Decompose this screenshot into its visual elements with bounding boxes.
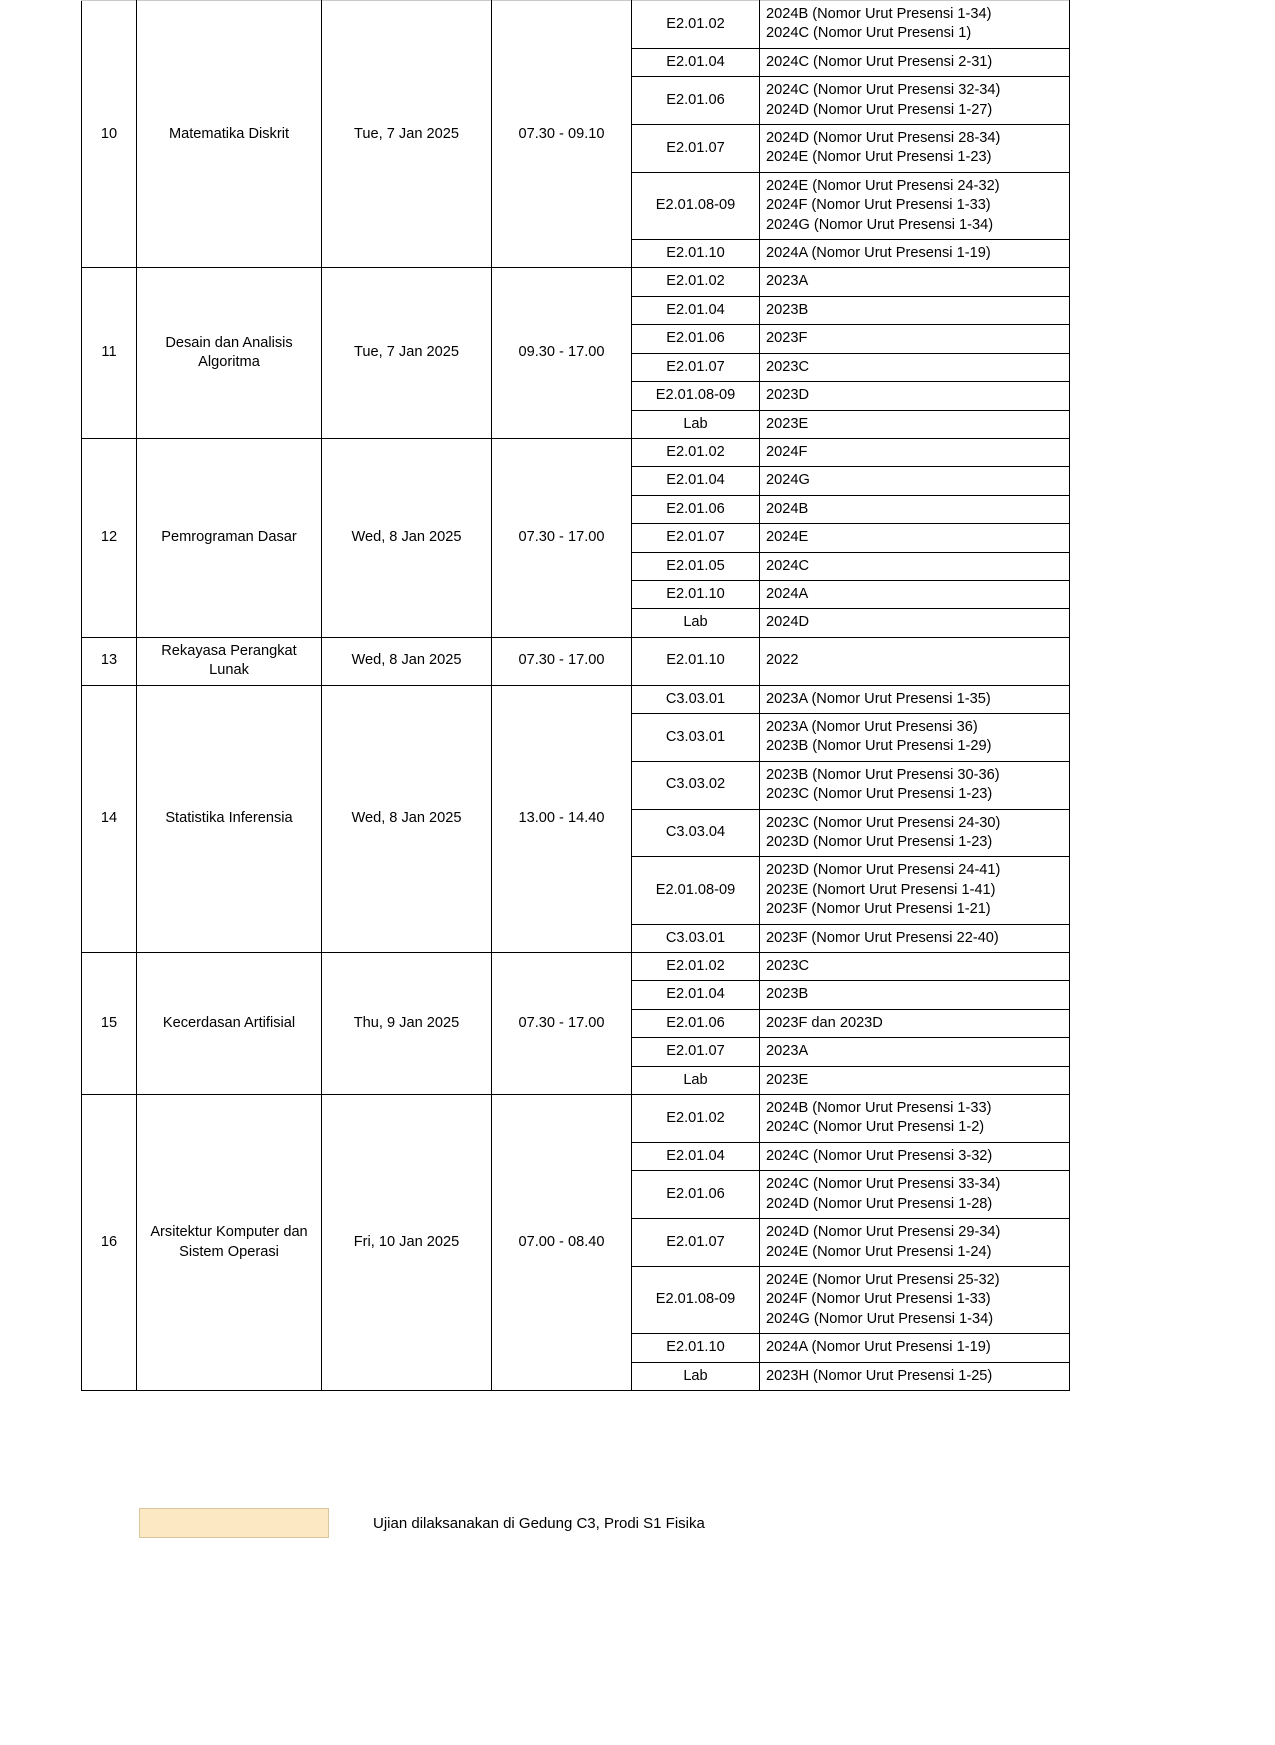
cell-room: E2.01.07 [632, 524, 760, 552]
cell-subject: Rekayasa Perangkat Lunak [137, 637, 322, 685]
cell-subject: Matematika Diskrit [137, 1, 322, 268]
class-line-list [766, 1223, 1063, 1262]
class-line: 2024B (Nomor Urut Presensi 1-33) [766, 1100, 992, 1117]
cell-room: Lab [632, 609, 760, 637]
cell-room: E2.01.04 [632, 296, 760, 324]
table-row [82, 268, 1070, 296]
class-line-list [766, 129, 1063, 168]
cell-room: E2.01.10 [632, 1334, 760, 1362]
cell-classes [760, 495, 1070, 523]
cell-classes [760, 580, 1070, 608]
cell-no: 12 [82, 438, 137, 637]
cell-subject: Desain dan Analisis Algoritma [137, 268, 322, 438]
class-line-list [766, 528, 1063, 547]
class-line: 2023E (Nomort Urut Presensi 1-41) [766, 881, 996, 898]
class-line: 2024F [766, 443, 808, 460]
cell-classes [760, 353, 1070, 381]
class-line-list [766, 358, 1063, 377]
legend [139, 1508, 705, 1538]
class-line: 2023B (Nomor Urut Presensi 1-29) [766, 738, 992, 755]
cell-room: C3.03.01 [632, 924, 760, 952]
cell-classes [760, 1266, 1070, 1333]
cell-time: 07.00 - 08.40 [492, 1095, 632, 1391]
class-line-list [766, 651, 1063, 670]
cell-room: Lab [632, 410, 760, 438]
cell-room: Lab [632, 1066, 760, 1094]
class-line-list [766, 53, 1063, 72]
class-line-list [766, 766, 1063, 805]
cell-date: Tue, 7 Jan 2025 [322, 268, 492, 438]
class-line-list [766, 985, 1063, 1004]
table-row [82, 1, 1070, 49]
cell-classes [760, 240, 1070, 268]
table-row [82, 438, 1070, 466]
cell-classes [760, 953, 1070, 981]
cell-date: Tue, 7 Jan 2025 [322, 1, 492, 268]
class-line-list [766, 415, 1063, 434]
cell-classes [760, 761, 1070, 809]
class-line: 2023F dan 2023D [766, 1014, 883, 1031]
cell-classes [760, 125, 1070, 173]
cell-room: E2.01.08-09 [632, 382, 760, 410]
class-line-list [766, 1099, 1063, 1138]
class-line: 2023C (Nomor Urut Presensi 24-30) [766, 814, 1001, 831]
cell-classes [760, 1362, 1070, 1390]
cell-room: E2.01.05 [632, 552, 760, 580]
class-line: 2024E (Nomor Urut Presensi 1-24) [766, 1243, 992, 1260]
cell-time: 13.00 - 14.40 [492, 685, 632, 952]
class-line-list [766, 613, 1063, 632]
cell-room: E2.01.02 [632, 1, 760, 49]
cell-time: 07.30 - 17.00 [492, 637, 632, 685]
cell-room: E2.01.10 [632, 240, 760, 268]
cell-room: E2.01.04 [632, 467, 760, 495]
class-line: 2024C (Nomor Urut Presensi 32-34) [766, 82, 1001, 99]
cell-classes [760, 77, 1070, 125]
cell-time: 07.30 - 09.10 [492, 1, 632, 268]
class-line-list [766, 443, 1063, 462]
cell-room: E2.01.07 [632, 1219, 760, 1267]
class-line: 2023E [766, 415, 809, 432]
class-line-list [766, 929, 1063, 948]
cell-classes [760, 809, 1070, 857]
class-line: 2023F (Nomor Urut Presensi 1-21) [766, 901, 991, 918]
table-row [82, 1095, 1070, 1143]
cell-classes [760, 637, 1070, 685]
cell-room: E2.01.07 [632, 353, 760, 381]
cell-subject: Statistika Inferensia [137, 685, 322, 952]
class-line-list [766, 272, 1063, 291]
class-line: 2024A [766, 585, 809, 602]
cell-no: 14 [82, 685, 137, 952]
cell-room: E2.01.04 [632, 48, 760, 76]
cell-classes [760, 609, 1070, 637]
table-row [82, 685, 1070, 713]
cell-classes [760, 467, 1070, 495]
class-line: 2023H (Nomor Urut Presensi 1-25) [766, 1367, 993, 1384]
class-line-list [766, 1367, 1063, 1386]
cell-date: Wed, 8 Jan 2025 [322, 438, 492, 637]
class-line: 2024F (Nomor Urut Presensi 1-33) [766, 197, 991, 214]
cell-room: E2.01.02 [632, 953, 760, 981]
class-line: 2023D [766, 387, 810, 404]
cell-date: Fri, 10 Jan 2025 [322, 1095, 492, 1391]
cell-classes [760, 1038, 1070, 1066]
cell-room: E2.01.08-09 [632, 172, 760, 239]
class-line-list [766, 1014, 1063, 1033]
cell-classes [760, 1334, 1070, 1362]
cell-classes [760, 172, 1070, 239]
cell-classes [760, 857, 1070, 924]
cell-date: Wed, 8 Jan 2025 [322, 685, 492, 952]
cell-classes [760, 296, 1070, 324]
cell-time: 09.30 - 17.00 [492, 268, 632, 438]
cell-classes [760, 410, 1070, 438]
class-line-list [766, 1271, 1063, 1329]
class-line: 2023A [766, 1043, 809, 1060]
cell-no: 16 [82, 1095, 137, 1391]
cell-room: E2.01.07 [632, 1038, 760, 1066]
exam-schedule-table [81, 0, 1070, 1391]
cell-classes [760, 924, 1070, 952]
cell-classes [760, 325, 1070, 353]
class-line: 2024D [766, 614, 810, 631]
class-line: 2024G (Nomor Urut Presensi 1-34) [766, 216, 994, 233]
class-line-list [766, 1147, 1063, 1166]
class-line: 2024C [766, 557, 810, 574]
cell-classes [760, 1171, 1070, 1219]
cell-room: Lab [632, 1362, 760, 1390]
cell-classes [760, 268, 1070, 296]
class-line-list [766, 386, 1063, 405]
cell-classes [760, 1219, 1070, 1267]
cell-classes [760, 382, 1070, 410]
class-line: 2023B [766, 986, 809, 1003]
cell-date: Thu, 9 Jan 2025 [322, 953, 492, 1095]
class-line: 2024E [766, 529, 809, 546]
class-line: 2023F [766, 330, 808, 347]
class-line: 2024E (Nomor Urut Presensi 1-23) [766, 149, 992, 166]
cell-classes [760, 981, 1070, 1009]
cell-room: E2.01.10 [632, 637, 760, 685]
class-line-list [766, 1175, 1063, 1214]
class-line: 2024G (Nomor Urut Presensi 1-34) [766, 1310, 994, 1327]
cell-room: E2.01.06 [632, 77, 760, 125]
cell-room: C3.03.04 [632, 809, 760, 857]
class-line-list [766, 301, 1063, 320]
cell-classes [760, 1009, 1070, 1037]
class-line: 2024B [766, 500, 809, 517]
cell-room: C3.03.01 [632, 713, 760, 761]
cell-classes [760, 1, 1070, 49]
cell-room: E2.01.02 [632, 1095, 760, 1143]
cell-classes [760, 1066, 1070, 1094]
cell-date: Wed, 8 Jan 2025 [322, 637, 492, 685]
class-line-list [766, 957, 1063, 976]
class-line-list [766, 1338, 1063, 1357]
cell-classes [760, 685, 1070, 713]
class-line-list [766, 81, 1063, 120]
class-line: 2023A (Nomor Urut Presensi 36) [766, 718, 978, 735]
class-line: 2024G [766, 472, 810, 489]
class-line-list [766, 329, 1063, 348]
class-line-list [766, 814, 1063, 853]
cell-time: 07.30 - 17.00 [492, 438, 632, 637]
class-line-list [766, 690, 1063, 709]
cell-no: 11 [82, 268, 137, 438]
cell-no: 13 [82, 637, 137, 685]
class-line: 2024C (Nomor Urut Presensi 1) [766, 25, 972, 42]
class-line: 2024E (Nomor Urut Presensi 25-32) [766, 1271, 1000, 1288]
class-line: 2023B [766, 301, 809, 318]
legend-label: Ujian dilaksanakan di Gedung C3, Prodi S1 Fisika [373, 1514, 705, 1532]
class-line: 2023B (Nomor Urut Presensi 30-36) [766, 766, 1000, 783]
table-row [82, 637, 1070, 685]
cell-room: E2.01.04 [632, 1142, 760, 1170]
cell-classes [760, 1142, 1070, 1170]
class-line-list [766, 718, 1063, 757]
class-line: 2023D (Nomor Urut Presensi 1-23) [766, 834, 993, 850]
cell-no: 10 [82, 1, 137, 268]
class-line: 2024C (Nomor Urut Presensi 33-34) [766, 1176, 1001, 1193]
class-line: 2024C (Nomor Urut Presensi 2-31) [766, 53, 993, 70]
class-line-list [766, 557, 1063, 576]
class-line: 2024D (Nomor Urut Presensi 1-27) [766, 101, 993, 118]
schedule-body [82, 1, 1070, 1391]
class-line: 2024C (Nomor Urut Presensi 3-32) [766, 1147, 993, 1164]
class-line: 2023F (Nomor Urut Presensi 22-40) [766, 929, 999, 946]
cell-room: E2.01.08-09 [632, 1266, 760, 1333]
class-line: 2024A (Nomor Urut Presensi 1-19) [766, 1339, 991, 1356]
cell-room: E2.01.10 [632, 580, 760, 608]
class-line: 2023C [766, 958, 810, 975]
cell-room: C3.03.02 [632, 761, 760, 809]
class-line-list [766, 861, 1063, 919]
cell-room: E2.01.06 [632, 1009, 760, 1037]
cell-room: E2.01.06 [632, 495, 760, 523]
class-line: 2024D (Nomor Urut Presensi 1-28) [766, 1195, 993, 1212]
cell-subject: Arsitektur Komputer dan Sistem Operasi [137, 1095, 322, 1391]
cell-classes [760, 438, 1070, 466]
cell-room: C3.03.01 [632, 685, 760, 713]
class-line-list [766, 5, 1063, 44]
class-line-list [766, 1042, 1063, 1061]
class-line: 2023A (Nomor Urut Presensi 1-35) [766, 690, 991, 707]
class-line: 2023E [766, 1071, 809, 1088]
class-line-list [766, 471, 1063, 490]
cell-classes [760, 1095, 1070, 1143]
class-line: 2024D (Nomor Urut Presensi 28-34) [766, 130, 1001, 147]
cell-room: E2.01.02 [632, 268, 760, 296]
cell-classes [760, 552, 1070, 580]
cell-classes [760, 713, 1070, 761]
class-line: 2024C (Nomor Urut Presensi 1-2) [766, 1119, 985, 1136]
class-line: 2023C (Nomor Urut Presensi 1-23) [766, 786, 993, 803]
class-line: 2024A (Nomor Urut Presensi 1-19) [766, 245, 991, 262]
cell-room: E2.01.02 [632, 438, 760, 466]
class-line-list [766, 1071, 1063, 1090]
class-line-list [766, 585, 1063, 604]
cell-room: E2.01.06 [632, 325, 760, 353]
cell-subject: Pemrograman Dasar [137, 438, 322, 637]
cell-subject: Kecerdasan Artifisial [137, 953, 322, 1095]
class-line-list [766, 500, 1063, 519]
cell-room: E2.01.04 [632, 981, 760, 1009]
cell-classes [760, 524, 1070, 552]
cell-room: E2.01.07 [632, 125, 760, 173]
class-line-list [766, 177, 1063, 235]
class-line: 2023C [766, 358, 810, 375]
class-line: 2024F (Nomor Urut Presensi 1-33) [766, 1291, 991, 1308]
class-line: 2024B (Nomor Urut Presensi 1-34) [766, 6, 992, 22]
cell-room: E2.01.08-09 [632, 857, 760, 924]
class-line: 2023D (Nomor Urut Presensi 24-41) [766, 862, 1001, 879]
legend-color-swatch [139, 1508, 329, 1538]
cell-room: E2.01.06 [632, 1171, 760, 1219]
class-line: 2023A [766, 273, 809, 290]
cell-classes [760, 48, 1070, 76]
class-line: 2024E (Nomor Urut Presensi 24-32) [766, 177, 1000, 194]
class-line: 2022 [766, 652, 799, 669]
table-row [82, 953, 1070, 981]
cell-time: 07.30 - 17.00 [492, 953, 632, 1095]
class-line: 2024D (Nomor Urut Presensi 29-34) [766, 1224, 1001, 1241]
class-line-list [766, 244, 1063, 263]
cell-no: 15 [82, 953, 137, 1095]
